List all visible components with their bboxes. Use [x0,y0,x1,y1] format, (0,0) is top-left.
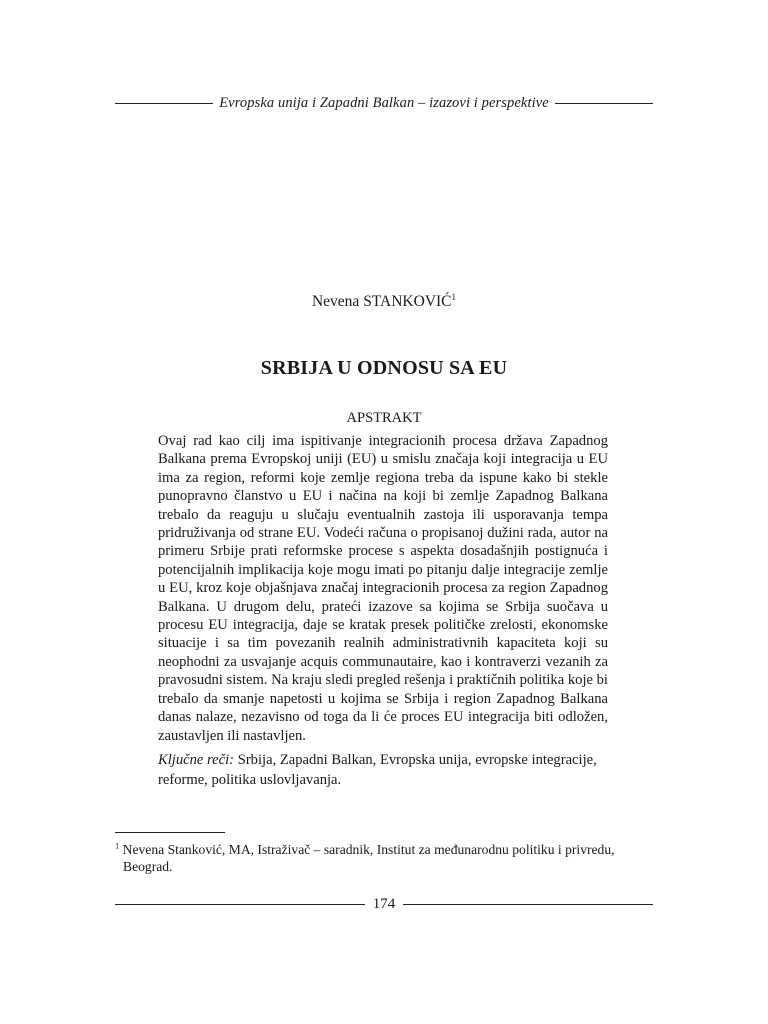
footer-rule-left [115,904,365,905]
header-rule-right [555,103,653,104]
author-footnote-mark[interactable]: 1 [451,291,457,302]
abstract-text: Ovaj rad kao cilj ima ispitivanje integracionih procesa država Zapadnog Balkana prema Evropskoj uniji (EU) u smislu značaja koji integracija u EU ima za region, reformi koje zemlje regiona treba da ispune kako bi stekle punopravno članstvo u EU i načina na koji bi zemlje Zapadnog Balkana trebalo da reaguju u slučaju eventualnih zastoja ili usporavanja tempa pridruživanja od strane EU. Vodeći računa o propisanoj dužini rada, autor na primeru Srbije prati reformske procese s aspekta dosadašnjih postignuća i potencijalnih implikacija koje mogu imati po pitanju dalje integracije zemlje u EU, kroz koje objašnjava značaj integracionih procesa za region Zapadnog Balkana. U drugom delu, prateći izazove sa kojima se Srbija suočava u procesu EU integracija, daje se kratak presek političke zrelosti, ekonomske situacije i sa tim povezanih realnih administrativnih kapaciteta koji su neophodni za usvajanje acquis communautaire, kao i kontraverzi vezanih za pravosudni sistem. Na kraju sledi pregled rešenja i praktičnih politika koje bi trebalo da smanje napetosti u kojima se Srbija i region Zapadnog Balkana danas nalaze, nezavisno od toga da li će proces EU integracija biti odložen, zaustavljen ili nastavljen. [158,433,608,744]
keywords [158,750,608,790]
author-line [0,293,768,311]
header-rule-left [115,103,213,104]
footnote-line-2: Beograd. [123,858,173,874]
footnote-line-1 [115,842,655,859]
author-name: Nevena STANKOVIĆ [311,293,452,310]
footnote [115,842,655,875]
article-title: SRBIJA U ODNOSU SA EU [260,357,508,379]
footnote-rule [115,832,225,833]
keywords-label: Ključne reči: [158,752,235,768]
footer-rule-right [403,904,653,905]
footnote-text: Nevena Stanković, MA, Istraživač – saradnik, Institut za međunarodnu politiku i privredu, [122,842,615,857]
abstract-heading: APSTRAKT [346,410,422,426]
running-title: Evropska unija i Zapadni Balkan – izazovi i perspektive [219,94,549,111]
footnote-mark: 1 [115,840,120,851]
keywords-text: Srbija, Zapadni Balkan, Evropska unija, evropske integracije, reforme, politika uslovljavanja. [158,752,597,788]
page-number: 174 [372,895,396,912]
running-header [115,95,653,111]
page-footer [115,895,653,913]
